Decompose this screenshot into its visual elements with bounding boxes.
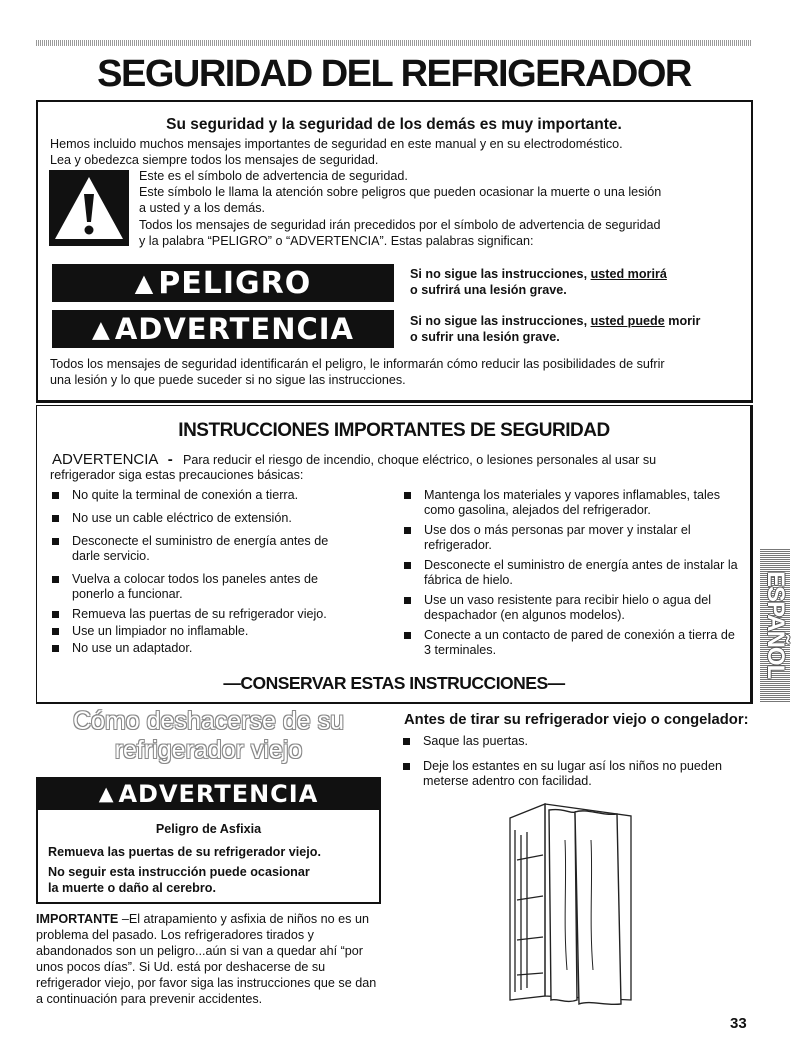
disposal-title-2: refrigerador viejo (114, 736, 303, 764)
important-label: IMPORTANTE (36, 912, 119, 926)
list-item: Desconecte el suministro de energía antes de darle servicio. (50, 534, 352, 564)
footer-line-2: una lesión y lo que puede suceder si no sigue las instrucciones. (50, 373, 406, 387)
page-number: 33 (730, 1015, 747, 1032)
advertencia-line: ADVERTENCIA - Para reducir el riesgo de incendio, choque eléctrico, o lesiones personales al usar su (52, 451, 657, 468)
list-item: No quite la terminal de conexión a tierra. (50, 488, 370, 503)
left-precautions-list (50, 488, 370, 661)
symbol-desc-2a: Este símbolo le llama la atención sobre peligros que pueden ocasionar la muerte o una lesión (139, 185, 662, 199)
instructions-heading: INSTRUCCIONES IMPORTANTES DE SEGURIDAD (178, 420, 610, 441)
list-item: No use un adaptador. (50, 641, 370, 656)
list-item: Use un limpiador no inflamable. (50, 624, 370, 639)
refrigerator-doors-removed-illustration (505, 800, 645, 1010)
warning-triangle-icon: ▲ (98, 782, 115, 805)
advertencia-text-1: Para reducir el riesgo de incendio, choque eléctrico, o lesiones personales al usar su (182, 453, 657, 467)
consequence-line-1: No seguir esta instrucción puede ocasionar (48, 865, 310, 879)
asphyxia-hazard: Peligro de Asfixia (155, 822, 262, 836)
warning-triangle-icon: ▲ (134, 269, 155, 297)
list-item: Desconecte el suministro de energía antes de instalar la fábrica de hielo. (402, 558, 742, 588)
list-item: Mantenga los materiales y vapores inflamables, tales como gasolina, alejados del refrigerador. (402, 488, 724, 518)
list-item: Remueva las puertas de su refrigerador viejo. (50, 607, 370, 622)
intro-line-2: Lea y obedezca siempre todos los mensajes de seguridad. (50, 153, 379, 167)
right-precautions-list (402, 488, 742, 663)
warning-triangle-icon: ▲ (91, 315, 111, 343)
symbol-desc-1: Este es el símbolo de advertencia de seguridad. (139, 169, 408, 183)
list-item: Deje los estantes en su lugar así los niños no pueden meterse adentro con facilidad. (401, 759, 756, 789)
symbol-desc-3b: y la palabra “PELIGRO” o “ADVERTENCIA”. Estas palabras significan: (139, 234, 534, 248)
footer-line-1: Todos los mensajes de seguridad identificarán el peligro, le informarán cómo reducir las posibilidades de sufrir (50, 357, 665, 371)
consequence-line-2: la muerte o daño al cerebro. (48, 881, 216, 895)
keep-instructions: —CONSERVAR ESTAS INSTRUCCIONES— (223, 673, 565, 693)
disposal-title-1: Cómo deshacerse de su (73, 707, 344, 735)
advertencia-meaning: Si no sigue las instrucciones, usted puede morir o sufrir una lesión grave. (410, 314, 701, 344)
list-item: Use dos o más personas par mover y instalar el refrigerador. (402, 523, 724, 553)
peligro-meaning: Si no sigue las instrucciones, usted morirá o sufrirá una lesión grave. (410, 267, 667, 297)
peligro-label: PELIGRO (158, 265, 312, 301)
language-side-tab (760, 548, 790, 702)
advertencia-word: ADVERTENCIA (52, 451, 158, 468)
important-paragraph: IMPORTANTE –El atrapamiento y asfixia de niños no es un problema del pasado. Los refrigeradores tirados y abandonados son un peligro...aún si van a quedar ahí “por unos pocos días”. Si Ud. está por deshacerse de su refrigerador viejo, por favor siga las instrucciones que se dan a continuación para prevenir accidentes. (36, 912, 377, 1006)
safety-alert-symbol-box (49, 170, 129, 246)
language-label: ESPAÑOL (762, 571, 789, 679)
before-heading: Antes de tirar su refrigerador viejo o congelador: (404, 712, 749, 728)
warning-triangle-icon (49, 170, 129, 246)
disposal-advertencia-label: ADVERTENCIA (118, 779, 319, 808)
advertencia-banner (52, 310, 394, 348)
intro-line-1: Hemos incluido muchos mensajes importantes de seguridad en este manual y en su electrodoméstico. (50, 137, 623, 151)
top-hatched-rule (36, 40, 752, 46)
symbol-desc-2b: a usted y a los demás. (139, 201, 266, 215)
before-list (401, 734, 756, 794)
peligro-banner (52, 264, 394, 302)
remove-doors-text: Remueva las puertas de su refrigerador viejo. (48, 845, 321, 859)
advertencia-text-2: refrigerador siga estas precauciones básicas: (50, 468, 304, 482)
symbol-desc-3a: Todos los mensajes de seguridad irán precedidos por el símbolo de advertencia de seguridad (139, 218, 661, 232)
advertencia-label: ADVERTENCIA (114, 312, 355, 346)
disposal-advertencia-banner (36, 777, 381, 810)
page-title: SEGURIDAD DEL REFRIGERADOR (97, 53, 691, 95)
list-item: Saque las puertas. (401, 734, 756, 749)
list-item: Vuelva a colocar todos los paneles antes de ponerlo a funcionar. (50, 572, 357, 602)
list-item: No use un cable eléctrico de extensión. (50, 511, 370, 526)
safety-heading: Su seguridad y la seguridad de los demás es muy importante. (166, 116, 622, 133)
list-item: Use un vaso resistente para recibir hielo o agua del despachador (en algunos modelos). (402, 593, 744, 623)
list-item: Conecte a un contacto de pared de conexión a tierra de 3 terminales. (402, 628, 744, 658)
